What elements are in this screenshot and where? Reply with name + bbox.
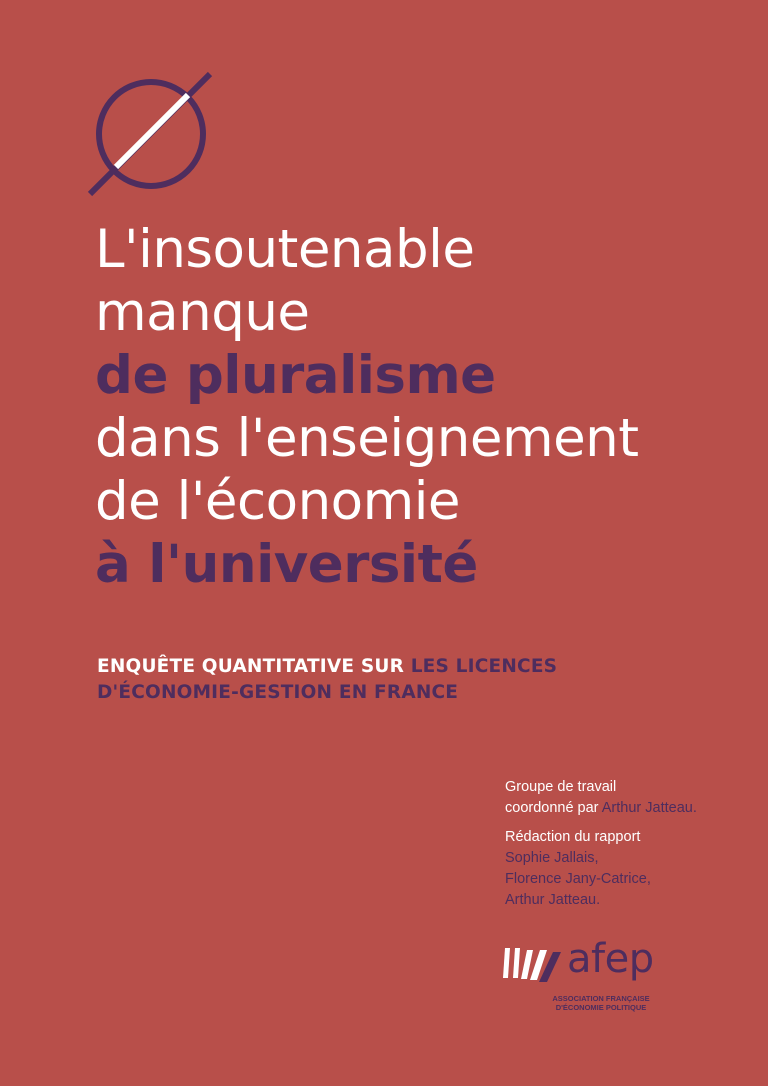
author-name: Arthur Jatteau. bbox=[505, 892, 601, 908]
subtitle-part-2-line-2: D'ÉCONOMIE-GESTION EN FRANCE bbox=[97, 682, 459, 703]
title-line: manque bbox=[95, 282, 310, 343]
afep-stripes-icon bbox=[503, 946, 565, 984]
subtitle-part-1: ENQUÊTE QUANTITATIVE SUR bbox=[97, 656, 411, 677]
afep-full-name bbox=[541, 994, 661, 1012]
redaction-credit bbox=[505, 827, 745, 911]
author-name: Florence Jany-Catrice, bbox=[505, 871, 651, 887]
redaction-label: Rédaction du rapport bbox=[505, 829, 641, 845]
empty-set-icon bbox=[86, 70, 214, 198]
credits bbox=[505, 777, 745, 911]
working-group-credit bbox=[505, 777, 745, 819]
afep-logo bbox=[503, 936, 663, 1022]
coordinator-name: Arthur Jatteau. bbox=[601, 800, 697, 816]
report-subtitle bbox=[97, 654, 717, 706]
title-line: L'insoutenable bbox=[95, 219, 475, 280]
title-line-accent: de pluralisme bbox=[95, 345, 496, 406]
report-title bbox=[95, 218, 745, 596]
coordinator-prefix: coordonné par bbox=[505, 800, 602, 816]
title-line: dans l'enseignement bbox=[95, 408, 639, 469]
coordinator-line bbox=[505, 798, 745, 819]
afep-name-line-1: ASSOCIATION FRANÇAISE bbox=[552, 994, 650, 1003]
author-name: Sophie Jallais, bbox=[505, 850, 599, 866]
group-label: Groupe de travail bbox=[505, 779, 617, 795]
afep-name-line-2: D'ÉCONOMIE POLITIQUE bbox=[555, 1003, 647, 1012]
title-line: de l'économie bbox=[95, 471, 461, 532]
subtitle-part-2-line-1: LES LICENCES bbox=[410, 656, 558, 677]
afep-wordmark: afep bbox=[567, 936, 654, 982]
title-line-accent: à l'université bbox=[95, 534, 478, 595]
